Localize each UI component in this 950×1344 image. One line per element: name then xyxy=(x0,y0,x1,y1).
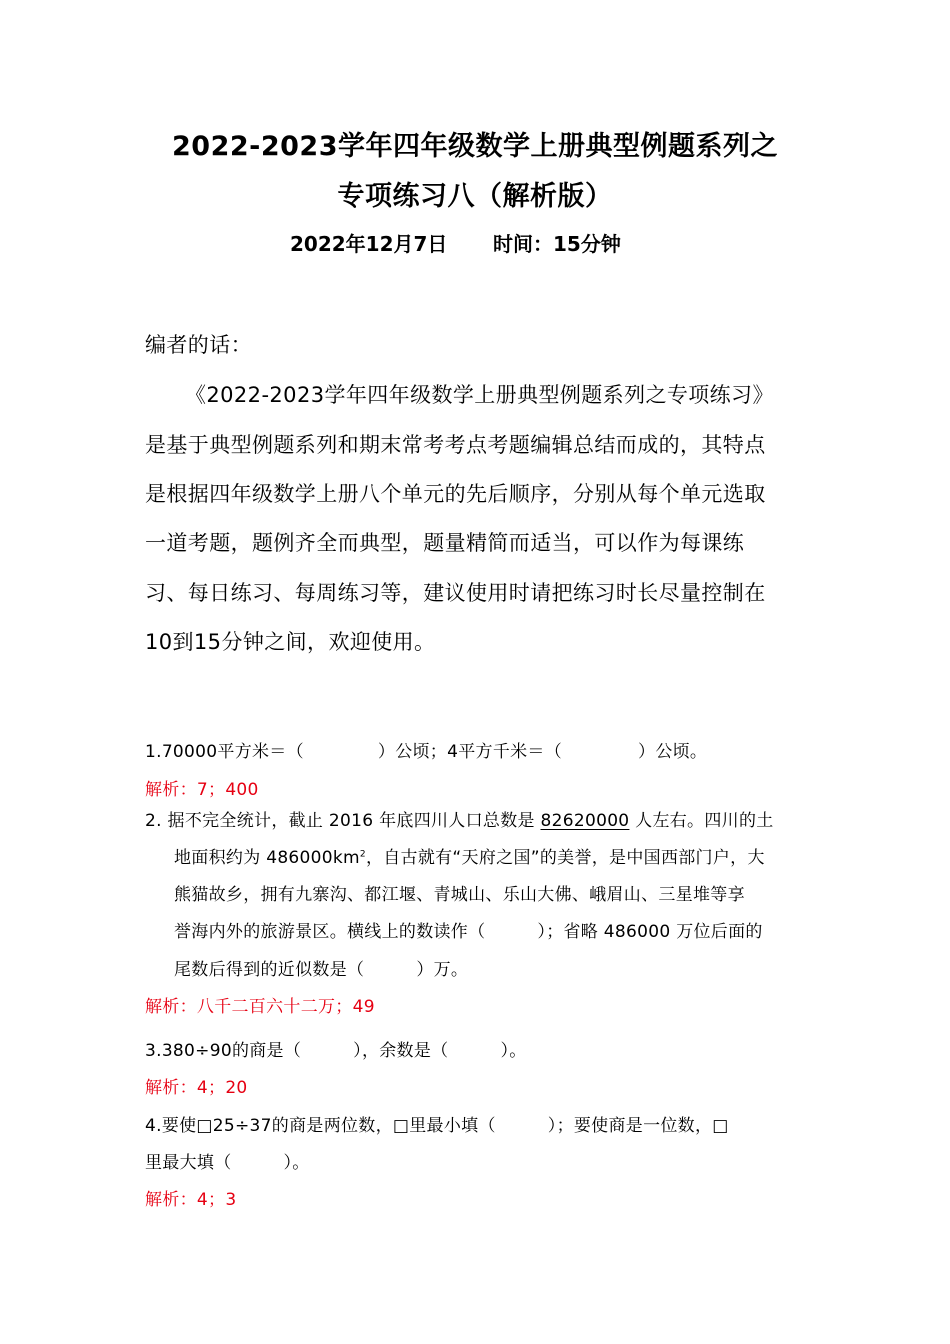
question-2-line5 xyxy=(174,955,468,980)
question-text: ，自古就有“天府之国”的美誉，是中国西部门户，大 xyxy=(365,848,765,868)
question-text: ）；省略 486000 万位后面的 xyxy=(537,922,763,942)
time-label: 时间：15分钟 xyxy=(493,232,621,256)
intro-heading: 编者的话： xyxy=(145,333,252,357)
question-2 xyxy=(145,806,774,831)
question-text: ）公顷；4平方千米＝（ xyxy=(377,742,563,762)
question-4-line2 xyxy=(145,1148,310,1173)
question-text: ）公顷。 xyxy=(638,742,708,762)
intro-line: 《2022-2023学年四年级数学上册典型例题系列之专项练习》 xyxy=(185,383,774,407)
question-2-line3: 熊猫故乡，拥有九寨沟、都江堰、青城山、乐山大佛、峨眉山、三星堆等享 xyxy=(174,885,745,905)
question-text: ）。 xyxy=(283,1153,310,1173)
answer-4: 解析：4；3 xyxy=(145,1190,237,1210)
answer-2: 解析：八千二百六十二万；49 xyxy=(145,997,375,1017)
question-2-line2 xyxy=(174,843,765,868)
page-title-line2: 专项练习八（解析版） xyxy=(337,181,613,212)
question-text: 1.70000平方米＝（ xyxy=(145,742,304,762)
question-1 xyxy=(145,737,707,762)
question-text: 尾数后得到的近似数是（ xyxy=(174,960,365,980)
superscript: 2 xyxy=(359,849,366,860)
question-3 xyxy=(145,1036,527,1061)
question-text: ），余数是（ xyxy=(353,1041,449,1061)
question-text: 3.380÷90的商是（ xyxy=(145,1041,302,1061)
question-text: 4.要使□25÷37的商是两位数，□里最小填（ xyxy=(145,1116,496,1136)
question-text: ）万。 xyxy=(416,960,469,980)
page-title-line1: 2022-2023学年四年级数学上册典型例题系列之 xyxy=(172,131,778,162)
question-2-line4 xyxy=(174,917,763,942)
intro-line: 是根据四年级数学上册八个单元的先后顺序，分别从每个单元选取 xyxy=(145,482,766,506)
date-label: 2022年12月7日 xyxy=(290,232,448,256)
question-text: 2. 据不完全统计，截止 2016 年底四川人口总数是 xyxy=(145,811,541,831)
intro-line: 是基于典型例题系列和期末常考考点考题编辑总结而成的，其特点 xyxy=(145,433,766,457)
intro-line: 习、每日练习、每周练习等，建议使用时请把练习时长尽量控制在 xyxy=(145,581,766,605)
intro-line: 10到15分钟之间，欢迎使用。 xyxy=(145,630,436,654)
question-text: 里最大填（ xyxy=(145,1153,232,1173)
underlined-number: 82620000 xyxy=(540,811,630,831)
question-text: 地面积约为 486000km xyxy=(174,848,360,868)
question-4 xyxy=(145,1111,729,1136)
answer-3: 解析：4；20 xyxy=(145,1078,248,1098)
question-text: 人左右。四川的土 xyxy=(629,811,774,831)
question-text: ）；要使商是一位数，□ xyxy=(547,1116,729,1136)
intro-line: 一道考题，题例齐全而典型，题量精简而适当，可以作为每课练 xyxy=(145,531,745,555)
question-text: 誉海内外的旅游景区。横线上的数读作（ xyxy=(174,922,486,942)
answer-1: 解析：7；400 xyxy=(145,780,259,800)
question-text: ）。 xyxy=(500,1041,527,1061)
